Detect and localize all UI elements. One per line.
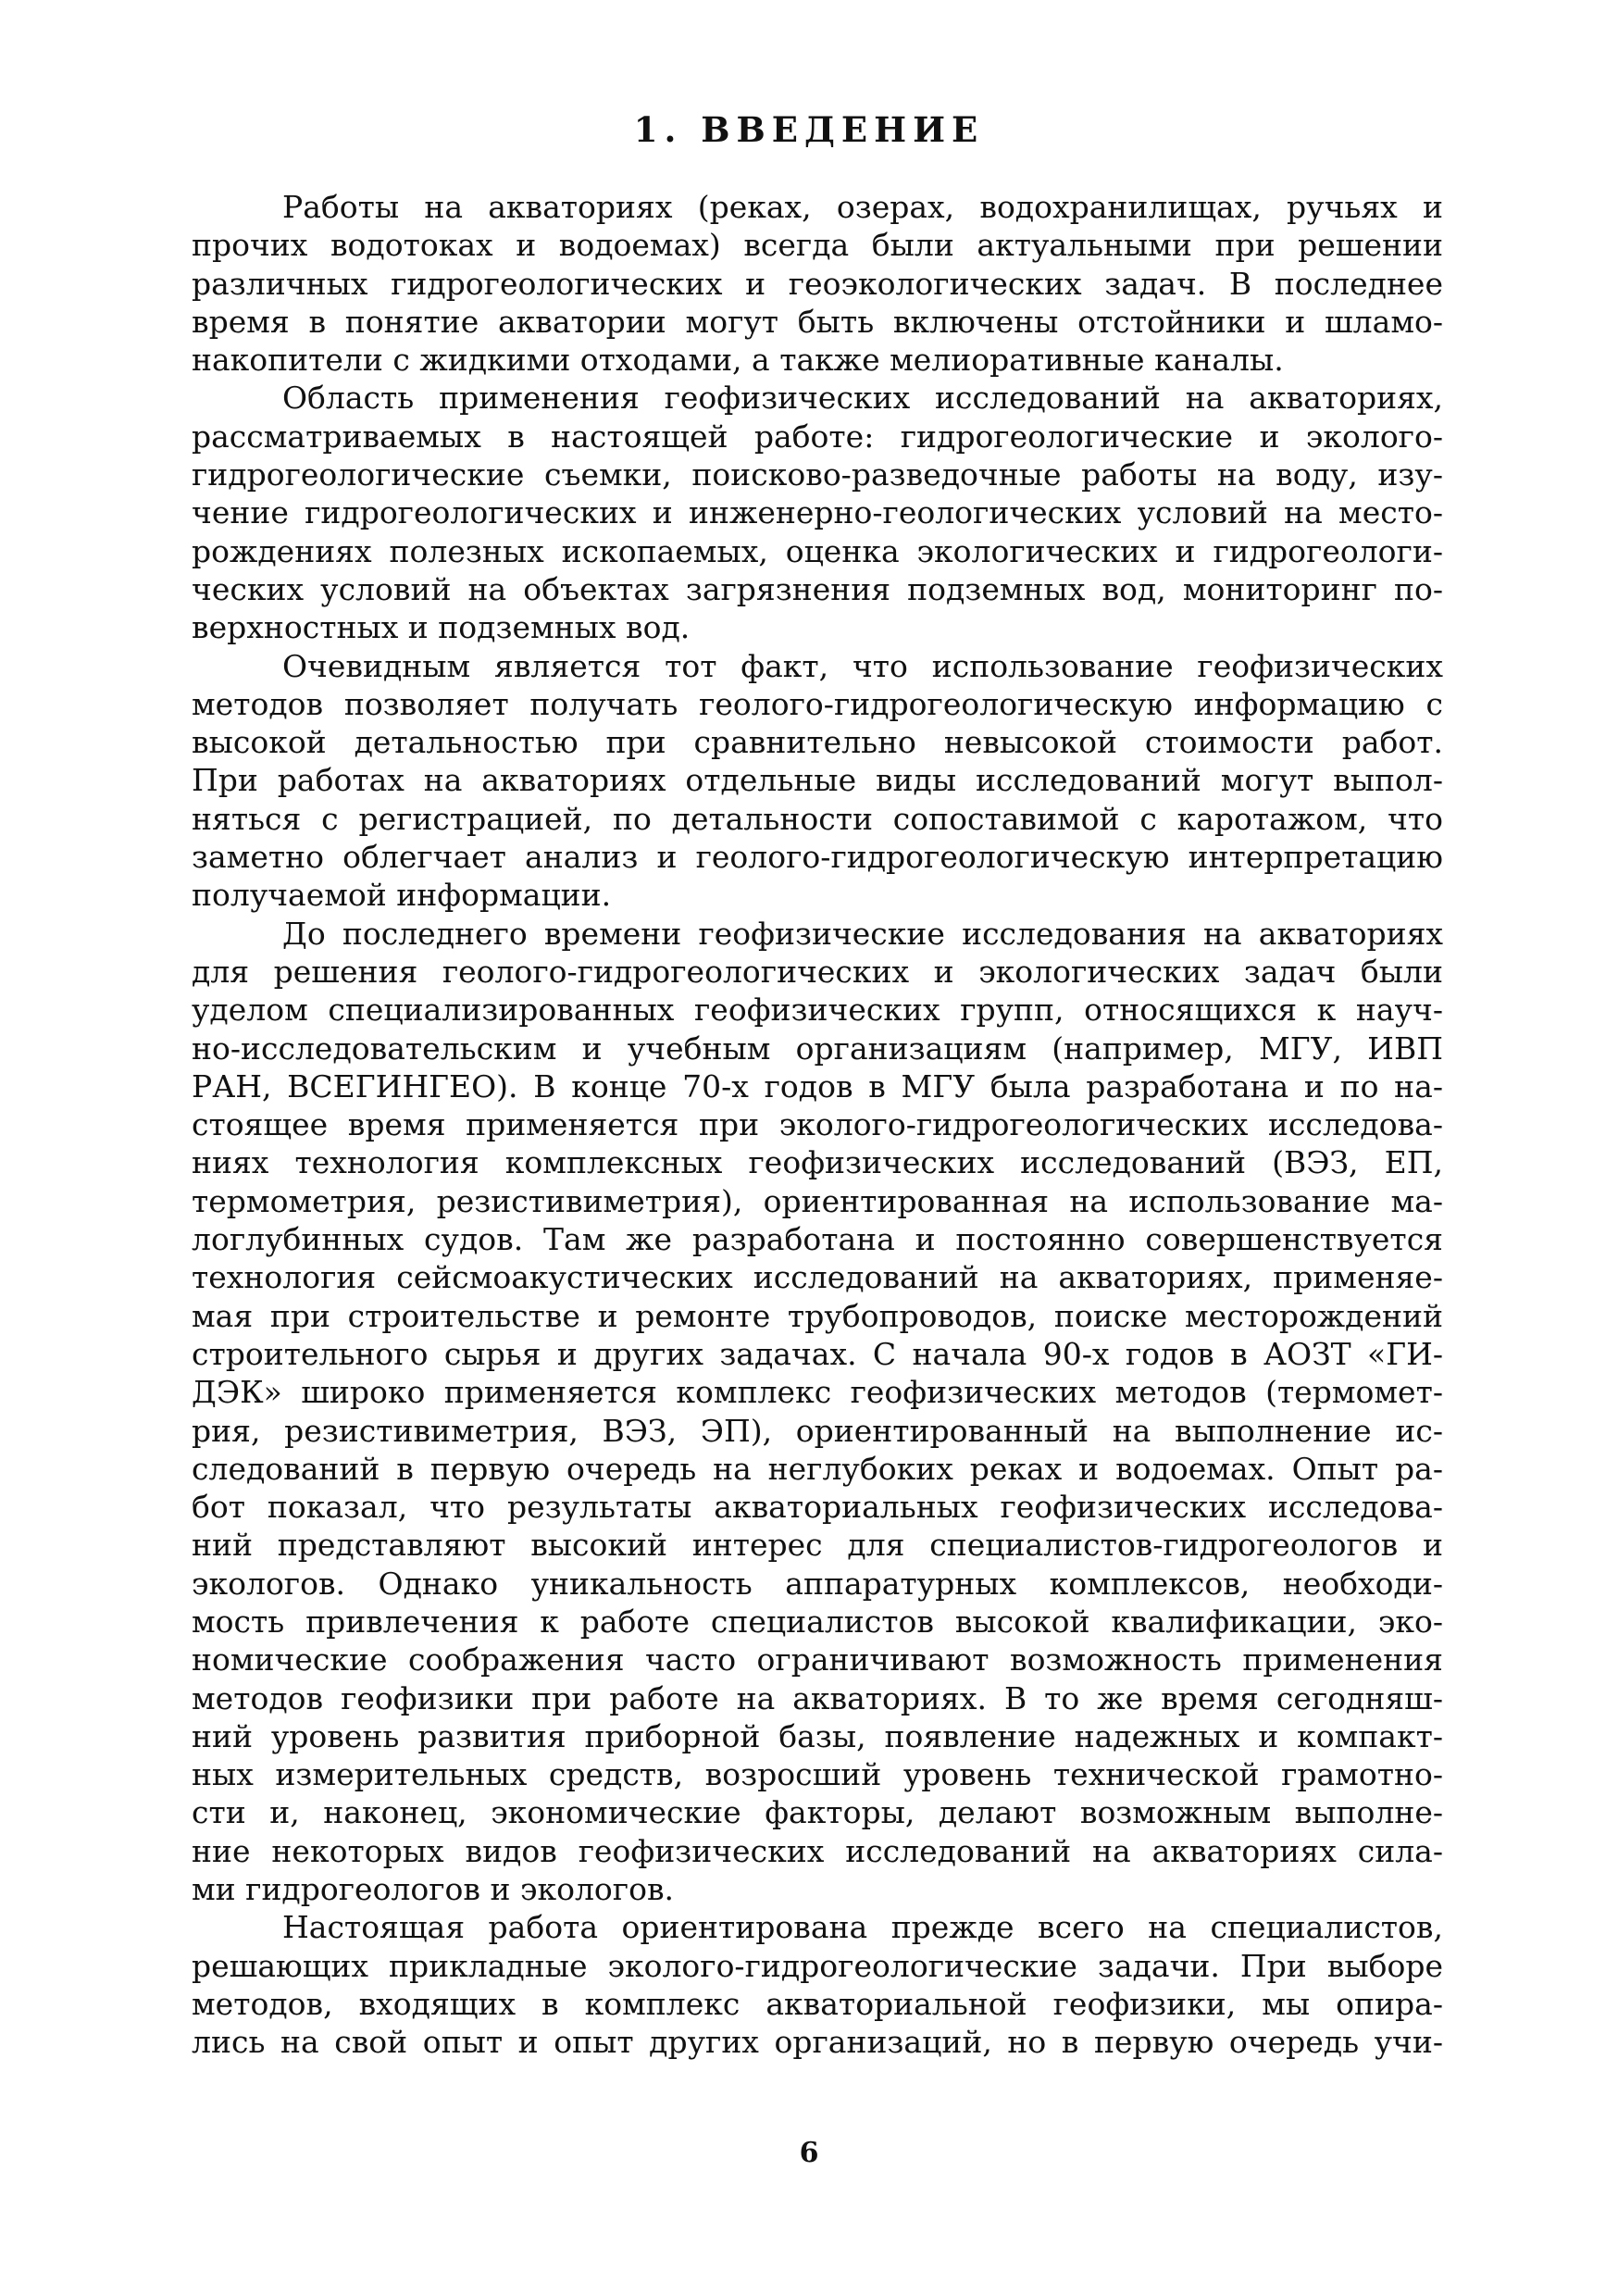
text-line: Настоящая работа ориентирована прежде всего на специалистов, [282, 1909, 1443, 1946]
text-line: термометрия, резистивиметрия), ориентированная на использование ма- [192, 1182, 1443, 1219]
text-line: но-исследовательским и учебным организациям (например, МГУ, ИВП [192, 1029, 1443, 1067]
text-line: прочих водотоках и водоемах) всегда были актуальными при решении [192, 227, 1443, 264]
text-line: чение гидрогеологических и инженерно-геологических условий на место- [192, 494, 1443, 531]
text-line: ческих условий на объектах загрязнения подземных вод, мониторинг по- [192, 570, 1443, 607]
text-line: рия, резистивиметрия, ВЭЗ, ЭП), ориентированный на выполнение ис- [192, 1412, 1443, 1449]
paragraph [192, 647, 1443, 915]
paragraph [192, 379, 1443, 646]
text-line: стоящее время применяется при эколого-гидрогеологических исследова- [192, 1106, 1443, 1143]
text-line: няться с регистрацией, по детальности сопоставимой с каротажом, что [192, 800, 1443, 837]
text-line: следований в первую очередь на неглубоких реках и водоемах. Опыт ра- [192, 1450, 1443, 1487]
text-line: До последнего времени геофизические исследования на акваториях [282, 915, 1443, 952]
text-line: Область применения геофизических исследований на акваториях, [282, 380, 1443, 417]
text-line: логлубинных судов. Там же разработана и постоянно совершенствуется [192, 1221, 1443, 1258]
text-line: Работы на акваториях (реках, озерах, водохранилищах, ручьях и [282, 189, 1443, 225]
text-line: ние некоторых видов геофизических исследований на акваториях сила- [192, 1832, 1443, 1869]
text-line: ных измерительных средств, возросший уровень технической грамотно- [192, 1756, 1443, 1793]
text-line: заметно облегчает анализ и геолого-гидрогеологическую интерпретацию [192, 839, 1443, 876]
text-line: При работах на акваториях отдельные виды исследований могут выпол- [192, 762, 1443, 799]
text-line: время в понятие акватории могут быть включены отстойники и шламо- [192, 303, 1443, 340]
text-line: ниях технология комплексных геофизических исследований (ВЭЗ, ЕП, [192, 1144, 1443, 1181]
body-text [192, 188, 1443, 2062]
text-line: высокой детальностью при сравнительно невысокой стоимости работ. [192, 724, 1443, 761]
paragraph [192, 915, 1443, 1909]
text-line: технология сейсмоакустических исследований на акваториях, применяе- [192, 1259, 1443, 1296]
text-line: лись на свой опыт и опыт других организаций, но в первую очередь учи- [192, 2024, 1443, 2061]
section-heading: 1. ВВЕДЕНИЕ [633, 109, 985, 150]
text-line: методов, входящих в комплекс акваториальной геофизики, мы опира- [192, 1985, 1443, 2022]
text-line: верхностных и подземных вод. [192, 609, 691, 646]
page-number: 6 [799, 2137, 819, 2169]
text-line: решающих прикладные эколого-гидрогеологические задачи. При выборе [192, 1947, 1443, 1984]
text-line: номические соображения часто ограничивают возможность применения [192, 1641, 1443, 1678]
text-line: ний представляют высокий интерес для специалистов-гидрогеологов и [192, 1527, 1443, 1564]
text-line: ми гидрогеологов и экологов. [192, 1871, 675, 1908]
text-line: накопители с жидкими отходами, а также мелиоративные каналы. [192, 342, 1284, 379]
text-line: РАН, ВСЕГИНГЕО). В конце 70-х годов в МГУ была разработана и по на- [192, 1067, 1443, 1104]
text-line: бот показал, что результаты акваториальных геофизических исследова- [192, 1489, 1443, 1526]
text-line: методов позволяет получать геолого-гидрогеологическую информацию с [192, 685, 1443, 722]
paragraph [192, 188, 1443, 379]
text-line: рождениях полезных ископаемых, оценка экологических и гидрогеологи- [192, 532, 1443, 569]
text-line: экологов. Однако уникальность аппаратурных комплексов, необходи- [192, 1565, 1443, 1602]
paragraph [192, 1908, 1443, 2061]
text-line: получаемой информации. [192, 877, 612, 914]
text-line: сти и, наконец, экономические факторы, делают возможным выполне- [192, 1794, 1443, 1831]
text-line: различных гидрогеологических и геоэкологических задач. В последнее [192, 265, 1443, 302]
text-line: уделом специализированных геофизических групп, относящихся к науч- [192, 992, 1443, 1029]
text-line: для решения геолого-гидрогеологических и экологических задач были [192, 953, 1443, 990]
text-line: ДЭК» широко применяется комплекс геофизических методов (термомет- [192, 1374, 1443, 1411]
text-line: строительного сырья и других задачах. С начала 90-х годов в АОЗТ «ГИ- [192, 1335, 1443, 1372]
text-line: ний уровень развития приборной базы, появление надежных и компакт- [192, 1717, 1443, 1754]
text-line: гидрогеологические съемки, поисково-разведочные работы на воду, изу- [192, 456, 1443, 493]
text-line: мая при строительстве и ремонте трубопроводов, поиске месторождений [192, 1297, 1443, 1334]
text-line: методов геофизики при работе на акваториях. В то же время сегодняш- [192, 1679, 1443, 1716]
text-line: рассматриваемых в настоящей работе: гидрогеологические и эколого- [192, 418, 1443, 455]
text-line: Очевидным является тот факт, что использование геофизических [282, 647, 1443, 684]
text-line: мость привлечения к работе специалистов высокой квалификации, эко- [192, 1603, 1443, 1640]
